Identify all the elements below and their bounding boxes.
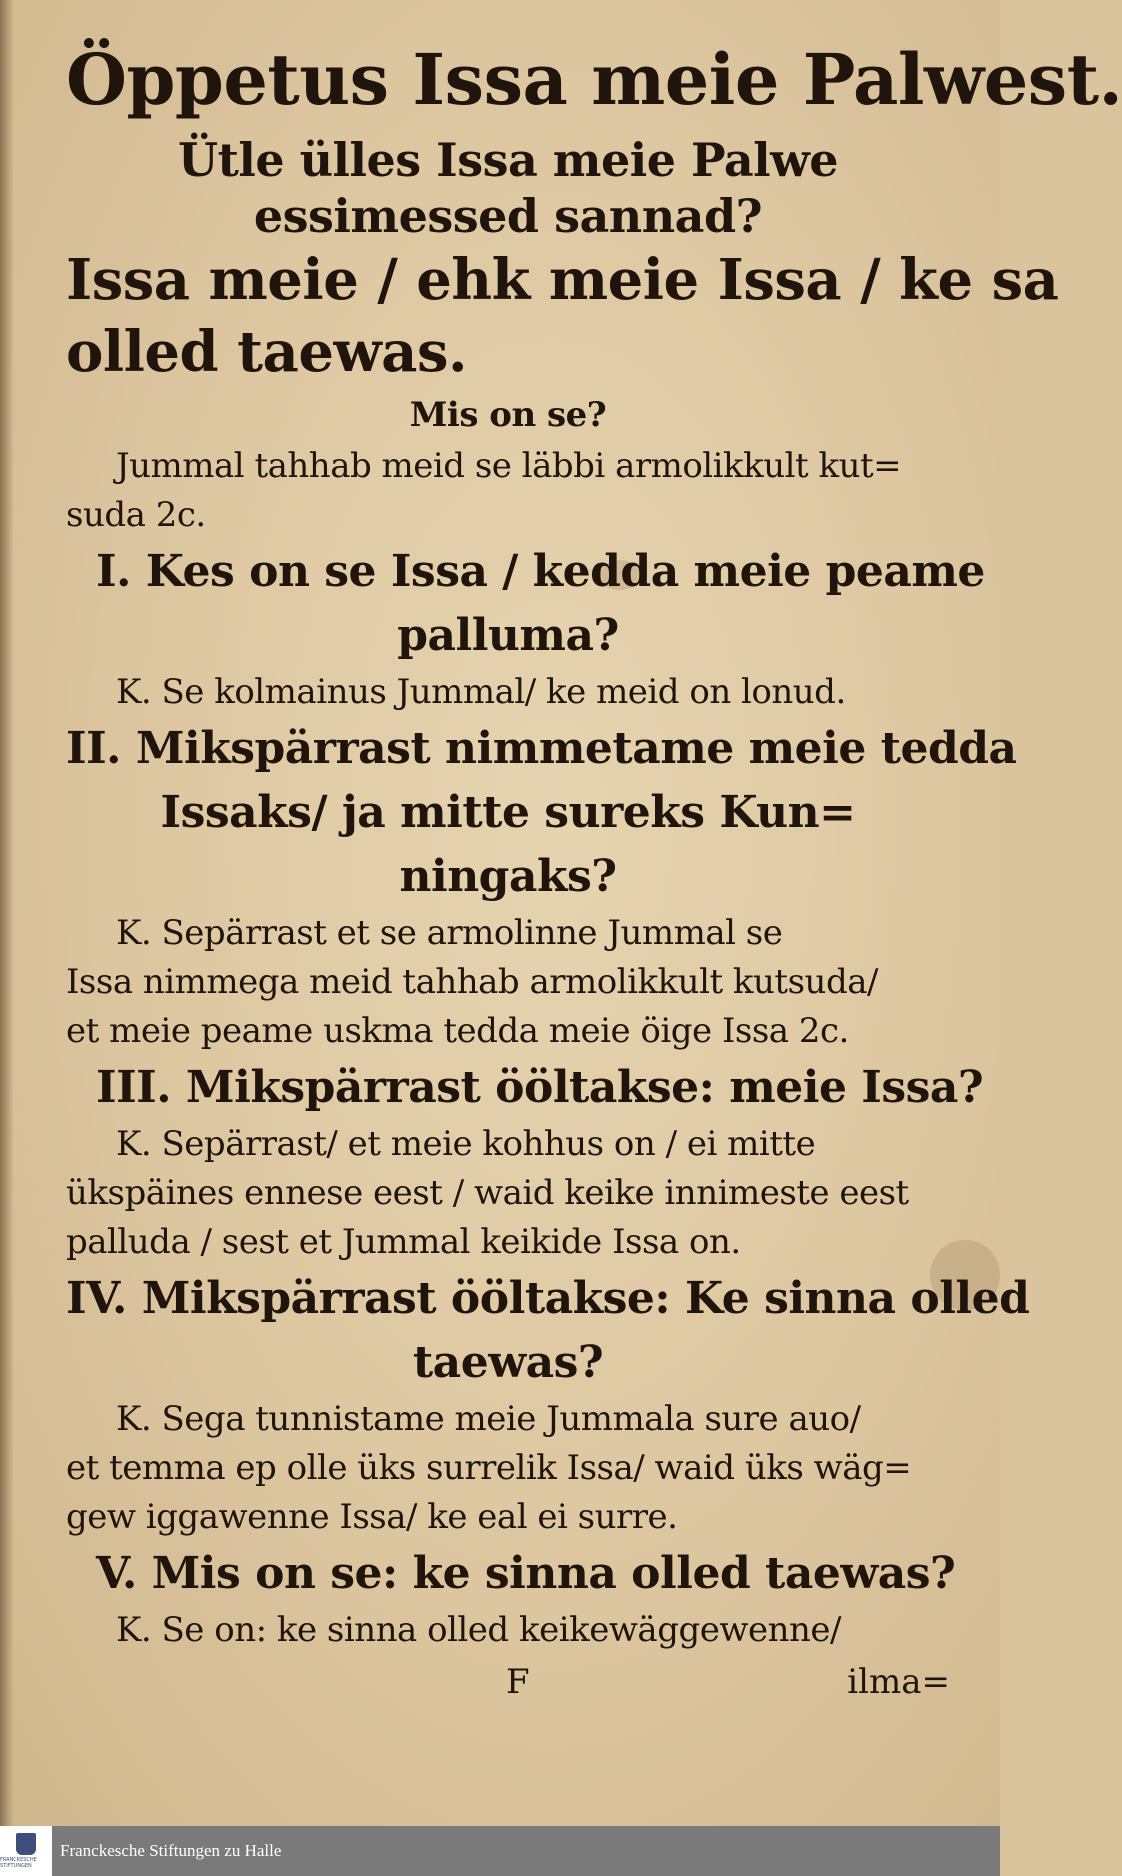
signature-mark: F (506, 1662, 530, 1702)
sub-question: Mis on se? (409, 395, 607, 435)
question-number: II. (66, 723, 121, 774)
question-text: Kes on se Issa / kedda meie peame (145, 546, 985, 597)
question-text: Mikspärrast ööltakse: meie Issa? (185, 1062, 984, 1113)
question-line: palluma? (397, 610, 619, 661)
answer-line: K. Se on: ke sinna olled keikewäggewenne/ (116, 1610, 841, 1650)
question-line (66, 540, 985, 604)
institution-logo (0, 1826, 52, 1876)
answer-intro-line: Jummal tahhab meid se läbbi armolikkult kut= (116, 446, 902, 486)
question-text: Mikspärrast ööltakse: Ke sinna olled (141, 1273, 1030, 1324)
heading-line: olled taewas. (66, 319, 467, 385)
building-icon (16, 1833, 36, 1855)
question-line (66, 1542, 956, 1606)
question-number: I. (96, 546, 131, 597)
catchword-line (66, 1655, 950, 1709)
answer-line: K. Se kolmainus Jummal/ ke meid on lonud. (116, 672, 846, 712)
answer-line: Issa nimmega meid tahhab armolikkult kutsuda/ (66, 962, 878, 1002)
answer-line: K. Sega tunnistame meie Jummala sure auo/ (116, 1399, 861, 1439)
answer-line: K. Sepärrast/ et meie kohhus on / ei mitte (116, 1124, 816, 1164)
question-intro-line: essimessed sannad? (253, 189, 763, 243)
heading-line: Issa meie / ehk meie Issa / ke sa (66, 247, 1059, 313)
answer-line: ükspäines ennese eest / waid keike innimeste eest (66, 1173, 909, 1213)
question-text: Mikspärrast nimmetame meie tedda (135, 723, 1017, 774)
answer-intro-line: suda 2c. (66, 495, 206, 535)
question-line (66, 1267, 1030, 1331)
logo-caption: FRANCKESCHE STIFTUNGEN (0, 1857, 37, 1869)
answer-line: palluda / sest et Jummal keikide Issa on. (66, 1222, 741, 1262)
answer-line: et temma ep olle üks surrelik Issa/ waid üks wäg= (66, 1448, 912, 1488)
answer-line: K. Sepärrast et se armolinne Jummal se (116, 913, 783, 953)
question-line (66, 1056, 984, 1120)
institution-name: Franckesche Stiftungen zu Halle (60, 1841, 282, 1860)
question-line (66, 717, 1017, 781)
question-line: ningaks? (399, 851, 617, 902)
question-line: taewas? (412, 1337, 604, 1388)
answer-line: gew iggawenne Issa/ ke eal ei surre. (66, 1497, 678, 1537)
question-text: Mis on se: ke sinna olled taewas? (151, 1548, 956, 1599)
question-number: V. (96, 1548, 137, 1599)
question-number: III. (96, 1062, 172, 1113)
question-line: Issaks/ ja mitte sureks Kun= (160, 787, 856, 838)
question-number: IV. (66, 1273, 127, 1324)
question-intro-line: Ütle ülles Issa meie Palwe (177, 133, 839, 187)
page-text (66, 28, 1122, 1709)
page-gutter (0, 0, 14, 1826)
viewer-footer (0, 1826, 1000, 1876)
catchword: ilma= (847, 1662, 950, 1702)
answer-line: et meie peame uskma tedda meie öige Issa 2c. (66, 1011, 849, 1051)
page-title: Öppetus Issa meie Palwest. (66, 38, 1122, 121)
